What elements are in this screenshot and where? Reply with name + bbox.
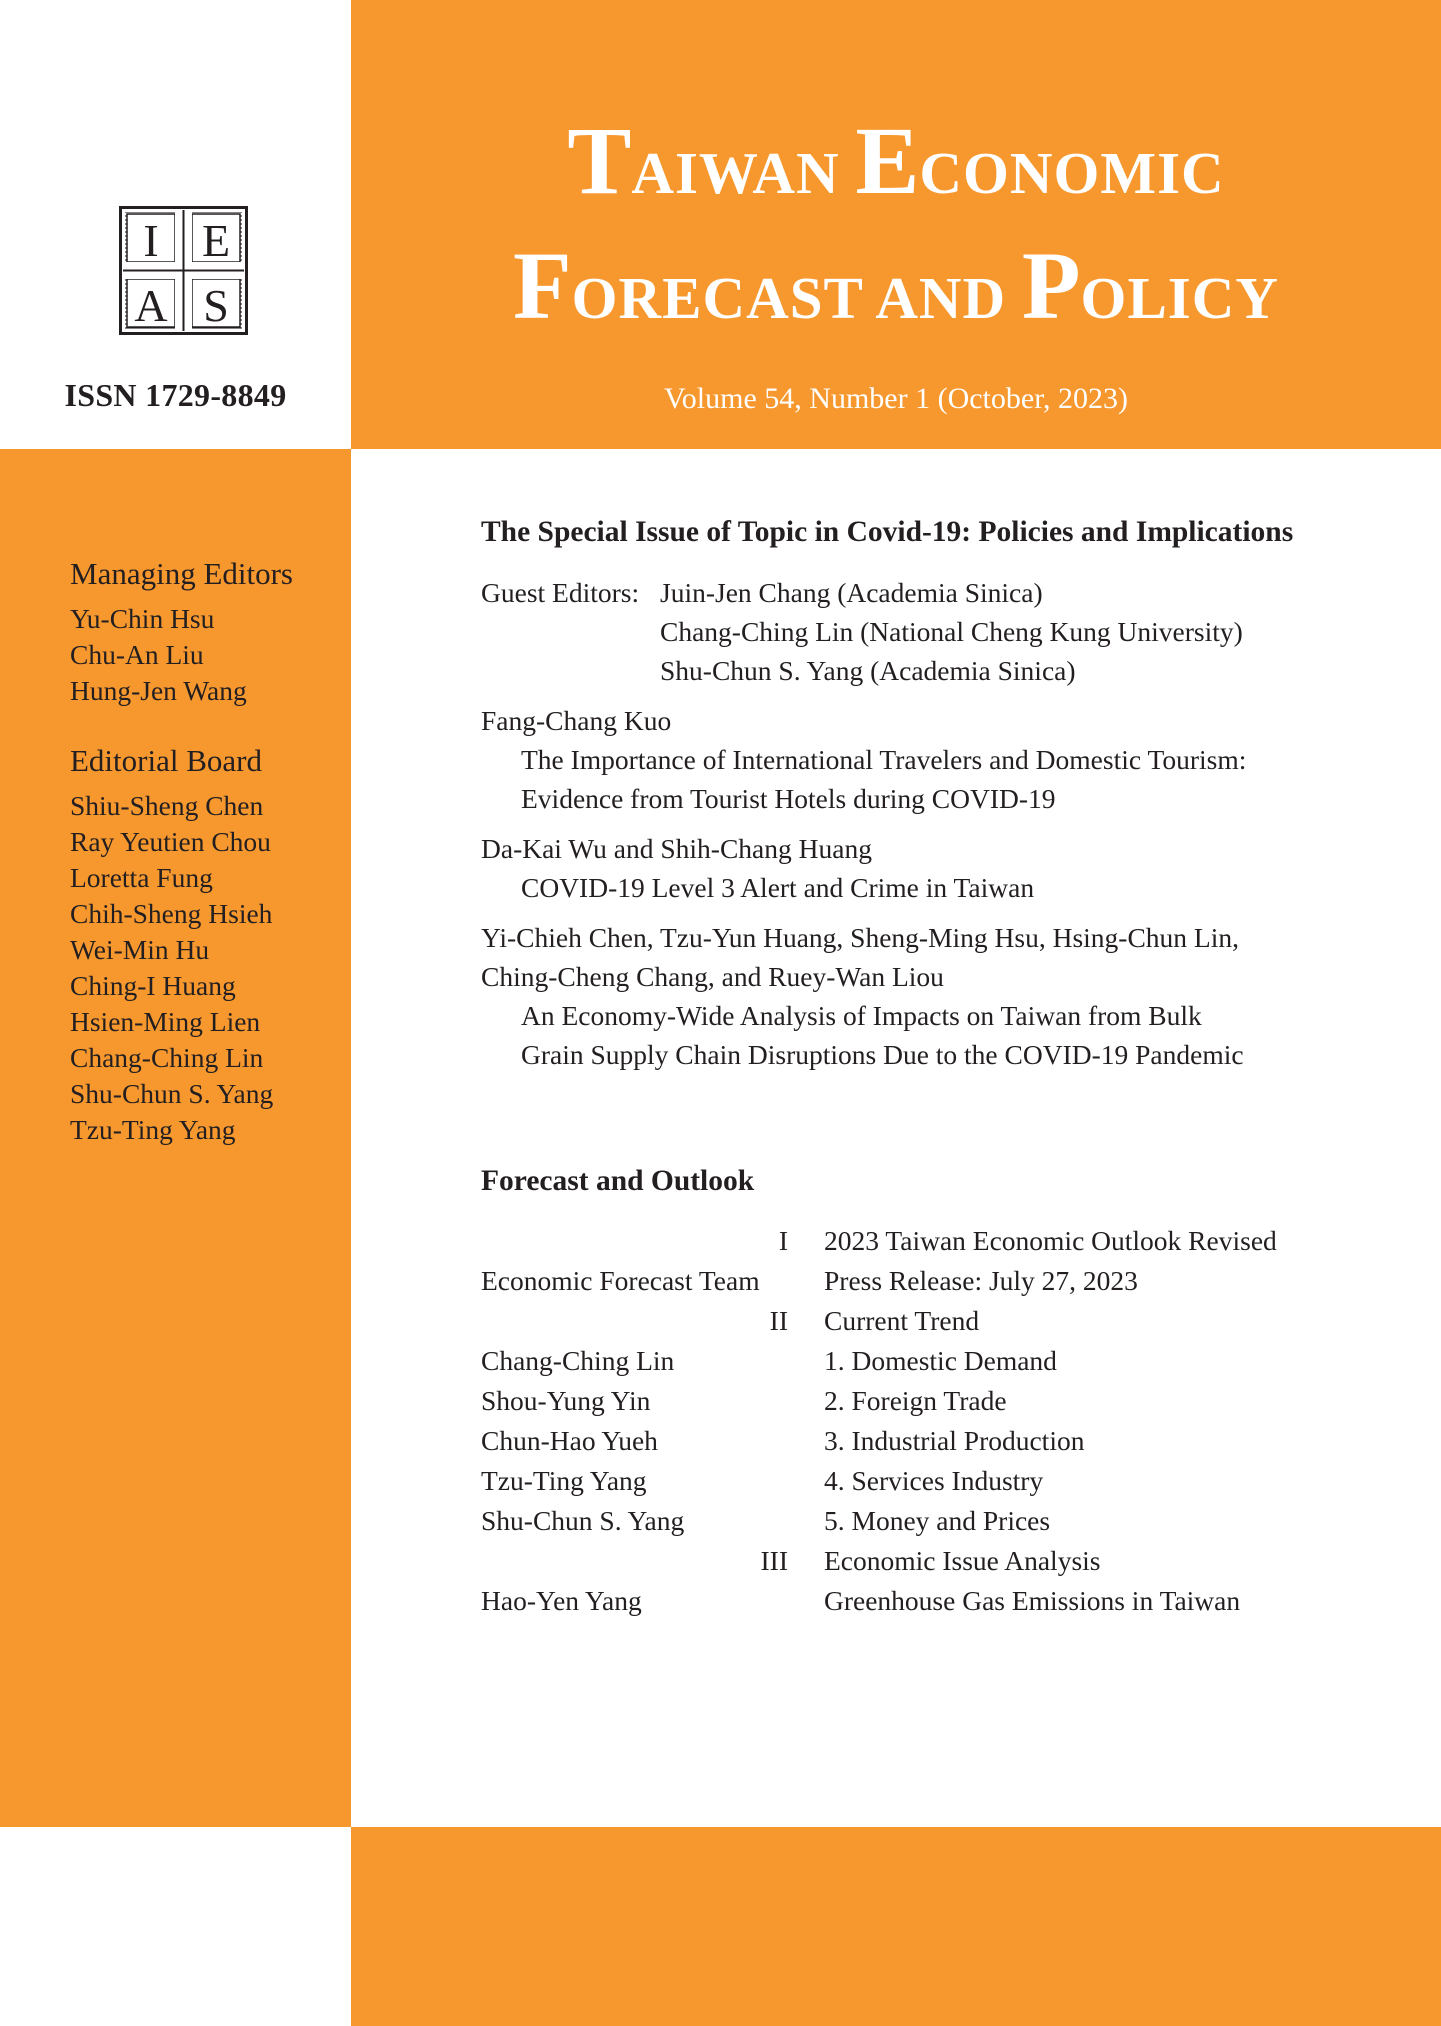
forecast-row xyxy=(481,1225,1381,1265)
forecast-item-title: Economic Issue Analysis xyxy=(824,1545,1101,1576)
board-member-name: Ching-I Huang xyxy=(70,970,236,1002)
forecast-row xyxy=(481,1465,1381,1505)
forecast-section-number: II xyxy=(769,1305,788,1336)
title-segment: OLICY xyxy=(1080,265,1279,331)
article-title: Evidence from Tourist Hotels during COVID-19 xyxy=(521,783,1056,814)
issn: ISSN 1729-8849 xyxy=(64,377,287,413)
logo-letter-s: S xyxy=(203,280,229,331)
guest-editors-label: Guest Editors: xyxy=(481,577,640,608)
board-member-name: Chih-Sheng Hsieh xyxy=(70,898,273,930)
title-segment: P xyxy=(1021,232,1081,339)
logo-letter-e: E xyxy=(201,215,231,266)
title-segment: E xyxy=(855,107,920,214)
forecast-item-title: 2. Foreign Trade xyxy=(824,1385,1007,1416)
article-authors: Yi-Chieh Chen, Tzu-Yun Huang, Sheng-Ming Hsu, Hsing-Chun Lin, xyxy=(481,922,1239,953)
bottom-right-panel xyxy=(351,1827,1441,2026)
forecast-row xyxy=(481,1425,1381,1465)
title-line-1 xyxy=(351,107,1441,238)
forecast-row xyxy=(481,1545,1381,1585)
article-title: An Economy-Wide Analysis of Impacts on Taiwan from Bulk xyxy=(521,1000,1202,1031)
forecast-item-title: 3. Industrial Production xyxy=(824,1425,1085,1456)
forecast-row xyxy=(481,1385,1381,1425)
journal-title xyxy=(351,107,1441,363)
forecast-heading: Forecast and Outlook xyxy=(481,1165,755,1197)
board-member-name: Shiu-Sheng Chen xyxy=(70,790,264,822)
forecast-author: Shou-Yung Yin xyxy=(481,1385,651,1416)
editorial-board-list xyxy=(70,788,293,1148)
forecast-author: Economic Forecast Team xyxy=(481,1265,760,1296)
forecast-author: Tzu-Ting Yang xyxy=(481,1465,647,1496)
editors-sidebar xyxy=(70,555,293,1148)
managing-editors-list xyxy=(70,601,293,709)
forecast-row xyxy=(481,1585,1381,1625)
logo-letter-i: I xyxy=(143,215,159,266)
special-issue-heading: The Special Issue of Topic in Covid-19: Policies and Implications xyxy=(481,516,1294,548)
forecast-outlook xyxy=(481,1165,1381,1625)
article-item xyxy=(481,701,1381,818)
forecast-section-number: III xyxy=(760,1545,788,1576)
forecast-row xyxy=(481,1505,1381,1545)
title-segment: F xyxy=(513,232,572,339)
article-list xyxy=(481,701,1381,1074)
article-item xyxy=(481,829,1381,907)
forecast-item-title: 2023 Taiwan Economic Outlook Revised xyxy=(824,1225,1277,1256)
forecast-row xyxy=(481,1305,1381,1345)
managing-editors-heading: Managing Editors xyxy=(70,556,293,591)
title-line-2 xyxy=(351,232,1441,363)
article-title: COVID-19 Level 3 Alert and Crime in Taiwan xyxy=(521,872,1035,903)
forecast-item-title: Current Trend xyxy=(824,1305,980,1336)
logo-letter-a: A xyxy=(134,280,168,331)
title-segment: T xyxy=(567,107,632,214)
editorial-board-heading: Editorial Board xyxy=(70,743,262,779)
board-member-name: Chang-Ching Lin xyxy=(70,1042,264,1074)
forecast-author: Hao-Yen Yang xyxy=(481,1585,642,1616)
guest-editors xyxy=(481,573,1381,690)
guest-editor: Juin-Jen Chang (Academia Sinica) xyxy=(660,577,1043,608)
title-segment: ORECAST AND xyxy=(571,265,1022,331)
article-title: Grain Supply Chain Disruptions Due to the COVID-19 Pandemic xyxy=(521,1039,1244,1070)
board-member-name: Tzu-Ting Yang xyxy=(70,1114,236,1146)
article-authors: Fang-Chang Kuo xyxy=(481,705,672,736)
bottom-left-panel xyxy=(0,1827,351,2026)
ieas-logo xyxy=(119,206,248,335)
forecast-item-title: 5. Money and Prices xyxy=(824,1505,1051,1536)
forecast-item-title: 4. Services Industry xyxy=(824,1465,1044,1496)
title-segment: AIWAN xyxy=(631,140,856,206)
article-title: The Importance of International Travelers and Domestic Tourism: xyxy=(521,744,1247,775)
board-member-name: Shu-Chun S. Yang xyxy=(70,1078,274,1110)
managing-editor-name: Chu-An Liu xyxy=(70,639,204,671)
forecast-item-title: Press Release: July 27, 2023 xyxy=(824,1265,1138,1296)
forecast-row xyxy=(481,1345,1381,1385)
forecast-section-number: I xyxy=(778,1225,788,1256)
article-authors: Da-Kai Wu and Shih-Chang Huang xyxy=(481,833,872,864)
managing-editor-name: Yu-Chin Hsu xyxy=(70,603,215,635)
board-member-name: Ray Yeutien Chou xyxy=(70,826,271,858)
forecast-row xyxy=(481,1265,1381,1305)
article-authors: Ching-Cheng Chang, and Ruey-Wan Liou xyxy=(481,961,944,992)
managing-editor-name: Hung-Jen Wang xyxy=(70,675,247,707)
forecast-author: Shu-Chun S. Yang xyxy=(481,1505,685,1536)
guest-editor: Shu-Chun S. Yang (Academia Sinica) xyxy=(660,655,1076,686)
guest-editor: Chang-Ching Lin (National Cheng Kung University) xyxy=(660,616,1243,647)
forecast-author: Chang-Ching Lin xyxy=(481,1345,675,1376)
board-member-name: Loretta Fung xyxy=(70,862,213,894)
forecast-author: Chun-Hao Yueh xyxy=(481,1425,658,1456)
volume-issue: Volume 54, Number 1 (October, 2023) xyxy=(664,382,1128,415)
forecast-item-title: 1. Domestic Demand xyxy=(824,1345,1057,1376)
board-member-name: Hsien-Ming Lien xyxy=(70,1006,261,1038)
title-segment: CONOMIC xyxy=(919,140,1225,206)
forecast-item-title: Greenhouse Gas Emissions in Taiwan xyxy=(824,1585,1241,1616)
board-member-name: Wei-Min Hu xyxy=(70,934,210,966)
article-item xyxy=(481,918,1381,1074)
table-of-contents xyxy=(481,516,1381,1074)
